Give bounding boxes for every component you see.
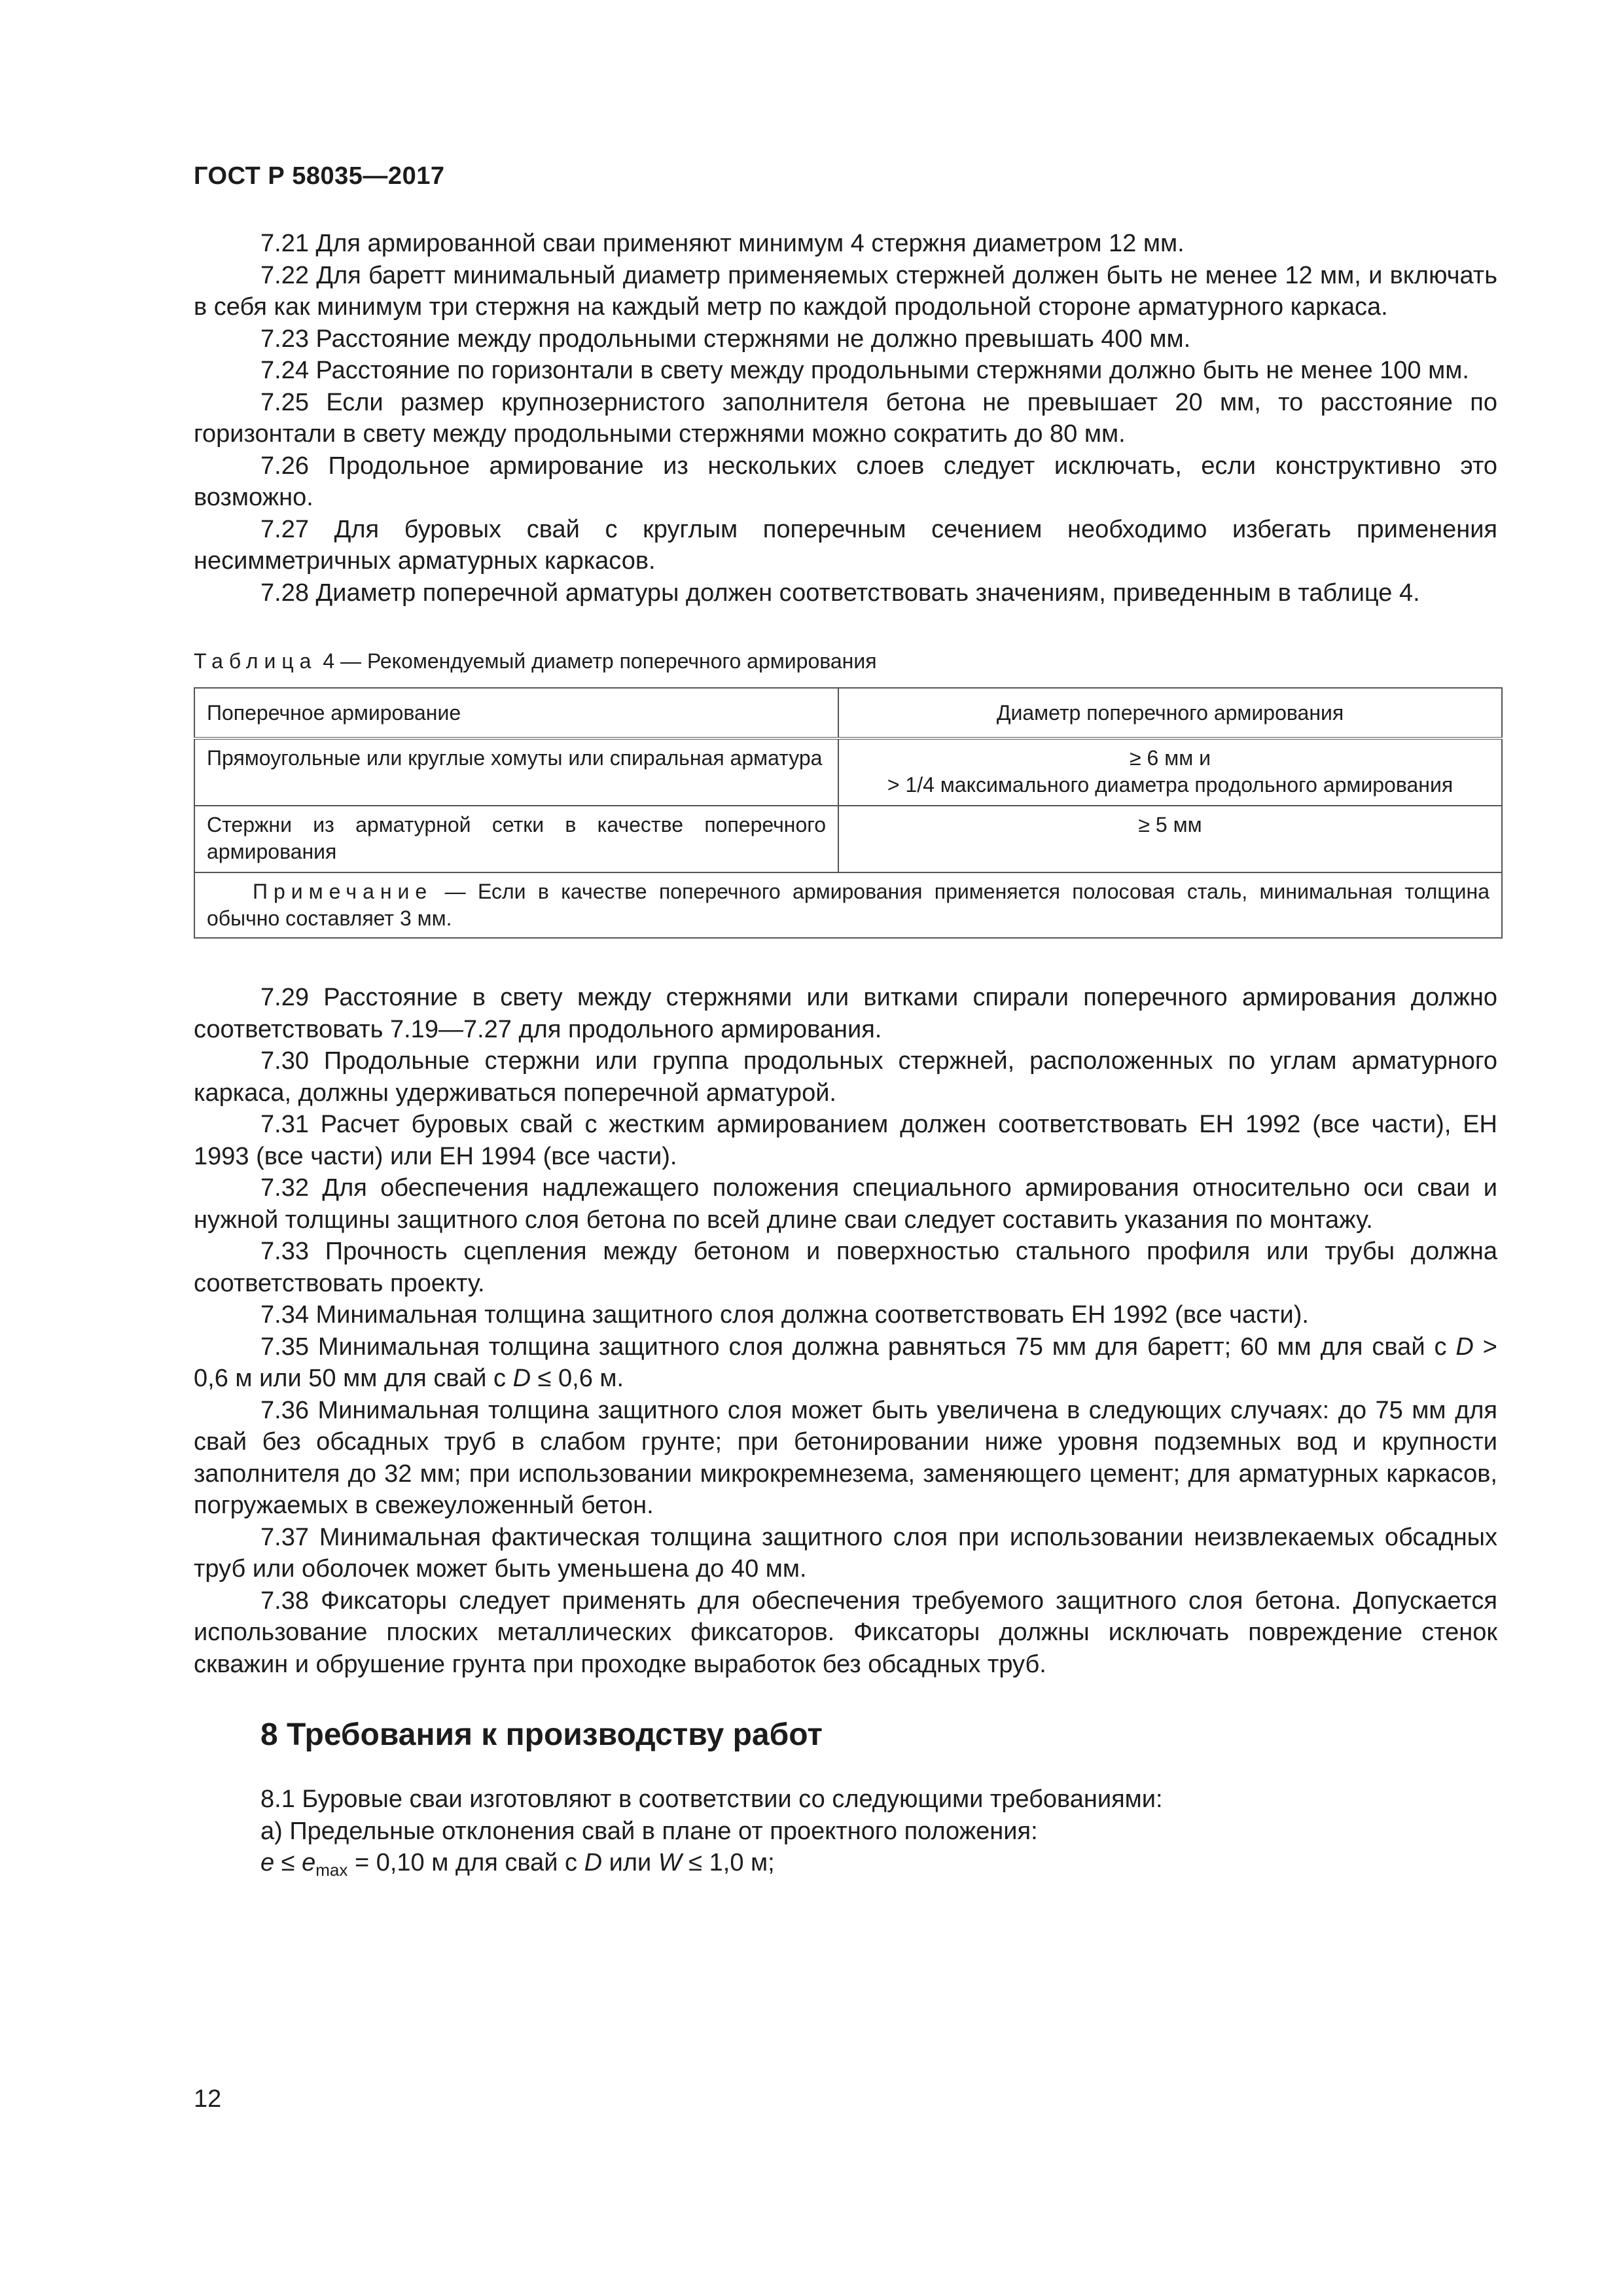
table-note-row bbox=[194, 872, 1502, 938]
table-cell: Стержни из арматурной сетки в качестве поперечного армирования bbox=[194, 806, 838, 872]
page-content bbox=[194, 228, 1497, 1879]
paragraph-7-37: 7.37 Минимальная фактическая толщина защитного слоя при использовании неизвлекаемых обсадных труб или оболочек может быть уменьшена до 40 мм. bbox=[194, 1523, 1497, 1583]
table-row bbox=[194, 738, 1502, 806]
paragraph-7-26: 7.26 Продольное армирование из нескольких слоев следует исключать, если конструктивно это возможно. bbox=[194, 452, 1497, 511]
table-cell bbox=[838, 738, 1502, 806]
table-header-row bbox=[194, 688, 1502, 738]
formula-line: $e \le e_{max} = 0,10$ м для свай с D или W ≤ 1,0 м; bbox=[260, 1849, 775, 1880]
paragraph-7-22: 7.22 Для баретт минимальный диаметр применяемых стержней должен быть не менее 12 мм, и включать в себя как минимум три стержня на каждый метр по каждой продольной стороне арматурного каркаса. bbox=[194, 261, 1497, 321]
paragraph-7-30: 7.30 Продольные стержни или группа продольных стержней, расположенных по углам арматурного каркаса, должны удерживаться поперечной арматурой. bbox=[194, 1047, 1497, 1107]
table-header-cell: Поперечное армирование bbox=[194, 688, 838, 738]
paragraph-7-27: 7.27 Для буровых свай с круглым поперечным сечением необходимо избегать применения несимметричных арматурных каркасов. bbox=[194, 515, 1497, 575]
table-note bbox=[194, 872, 1502, 938]
paragraph-7-31: 7.31 Расчет буровых свай с жестким армированием должен соответствовать ЕН 1992 (все части), ЕН 1993 (все части) или ЕН 1994 (все части). bbox=[194, 1111, 1497, 1170]
table-cell: Прямоугольные или круглые хомуты или спиральная арматура bbox=[194, 738, 838, 806]
paragraph-7-24: 7.24 Расстояние по горизонтали в свету между продольными стержнями должно быть не менее 100 мм. bbox=[260, 357, 1469, 384]
table-header-cell: Диаметр поперечного армирования bbox=[838, 688, 1502, 738]
paragraph-7-35: 7.35 Минимальная толщина защитного слоя должна равняться 75 мм для баретт; 60 мм для свай с D > 0,6 м или 50 мм для свай с D ≤ 0,6 м. bbox=[194, 1333, 1498, 1392]
page-number: 12 bbox=[194, 2085, 222, 2113]
table-row bbox=[194, 806, 1502, 872]
table-4 bbox=[194, 687, 1503, 939]
table-caption-word: Таблица bbox=[194, 649, 317, 673]
paragraph-7-28: 7.28 Диаметр поперечной арматуры должен соответствовать значениям, приведенным в таблице 4. bbox=[260, 579, 1420, 607]
document-header: ГОСТ Р 58035—2017 bbox=[194, 162, 445, 190]
list-item-a: а) Предельные отклонения свай в плане от проектного положения: bbox=[260, 1817, 1038, 1845]
section-heading: 8 Требования к производству работ bbox=[260, 1717, 823, 1752]
paragraph-8-1: 8.1 Буровые сваи изготовляют в соответствии со следующими требованиями: bbox=[260, 1785, 1163, 1813]
paragraph-7-29: 7.29 Расстояние в свету между стержнями или витками спирали поперечного армирования должно соответствовать 7.19—7.27 для продольного армирования. bbox=[194, 984, 1497, 1043]
paragraph-7-23: 7.23 Расстояние между продольными стержнями не должно превышать 400 мм. bbox=[260, 325, 1191, 353]
table-cell bbox=[838, 806, 1502, 872]
paragraph-7-21: 7.21 Для армированной сваи применяют минимум 4 стержня диаметром 12 мм. bbox=[260, 230, 1185, 257]
paragraph-7-34: 7.34 Минимальная толщина защитного слоя должна соответствовать ЕН 1992 (все части). bbox=[260, 1301, 1309, 1329]
table-cell-line: ≥ 5 мм bbox=[1138, 813, 1202, 836]
paragraph-7-36: 7.36 Минимальная толщина защитного слоя может быть увеличена в следующих случаях: до 75 мм для свай без обсадных труб в слабом грунте; при бетонировании ниже уровня подземных вод и крупности заполнителя до 32 мм; при использовании микрокремнезема, заменяющего цемент; для арматурных каркасов, погружаемых в свежеуложенный бетон. bbox=[194, 1396, 1497, 1519]
paragraph-7-33: 7.33 Прочность сцепления между бетоном и поверхностью стального профиля или трубы должна соответствовать проекту. bbox=[194, 1238, 1497, 1297]
note-word: Примечание bbox=[253, 880, 433, 903]
table-caption bbox=[194, 647, 1497, 675]
table-cell-line: > 1/4 максимального диаметра продольного армирования bbox=[887, 773, 1454, 797]
paragraph-7-32: 7.32 Для обеспечения надлежащего положения специального армирования относительно оси сваи и нужной толщины защитного слоя бетона по всей длине сваи следует составить указания по монтажу. bbox=[194, 1174, 1497, 1234]
note-text: — Если в качестве поперечного армирования применяется полосовая сталь, минимальная толщина обычно составляет 3 мм. bbox=[207, 880, 1489, 930]
paragraph-7-38: 7.38 Фиксаторы следует применять для обеспечения требуемого защитного слоя бетона. Допускается использование плоских металлических фиксаторов. Фиксаторы должны исключать повреждение стенок скважин и обрушение грунта при проходке выработок без обсадных труб. bbox=[194, 1587, 1497, 1678]
table-caption-text: 4 — Рекомендуемый диаметр поперечного армирования bbox=[317, 649, 877, 673]
paragraph-7-25: 7.25 Если размер крупнозернистого заполнителя бетона не превышает 20 мм, то расстояние по горизонтали в свету между продольными стержнями можно сократить до 80 мм. bbox=[194, 388, 1497, 448]
table-cell-line: ≥ 6 мм и bbox=[1130, 746, 1211, 770]
